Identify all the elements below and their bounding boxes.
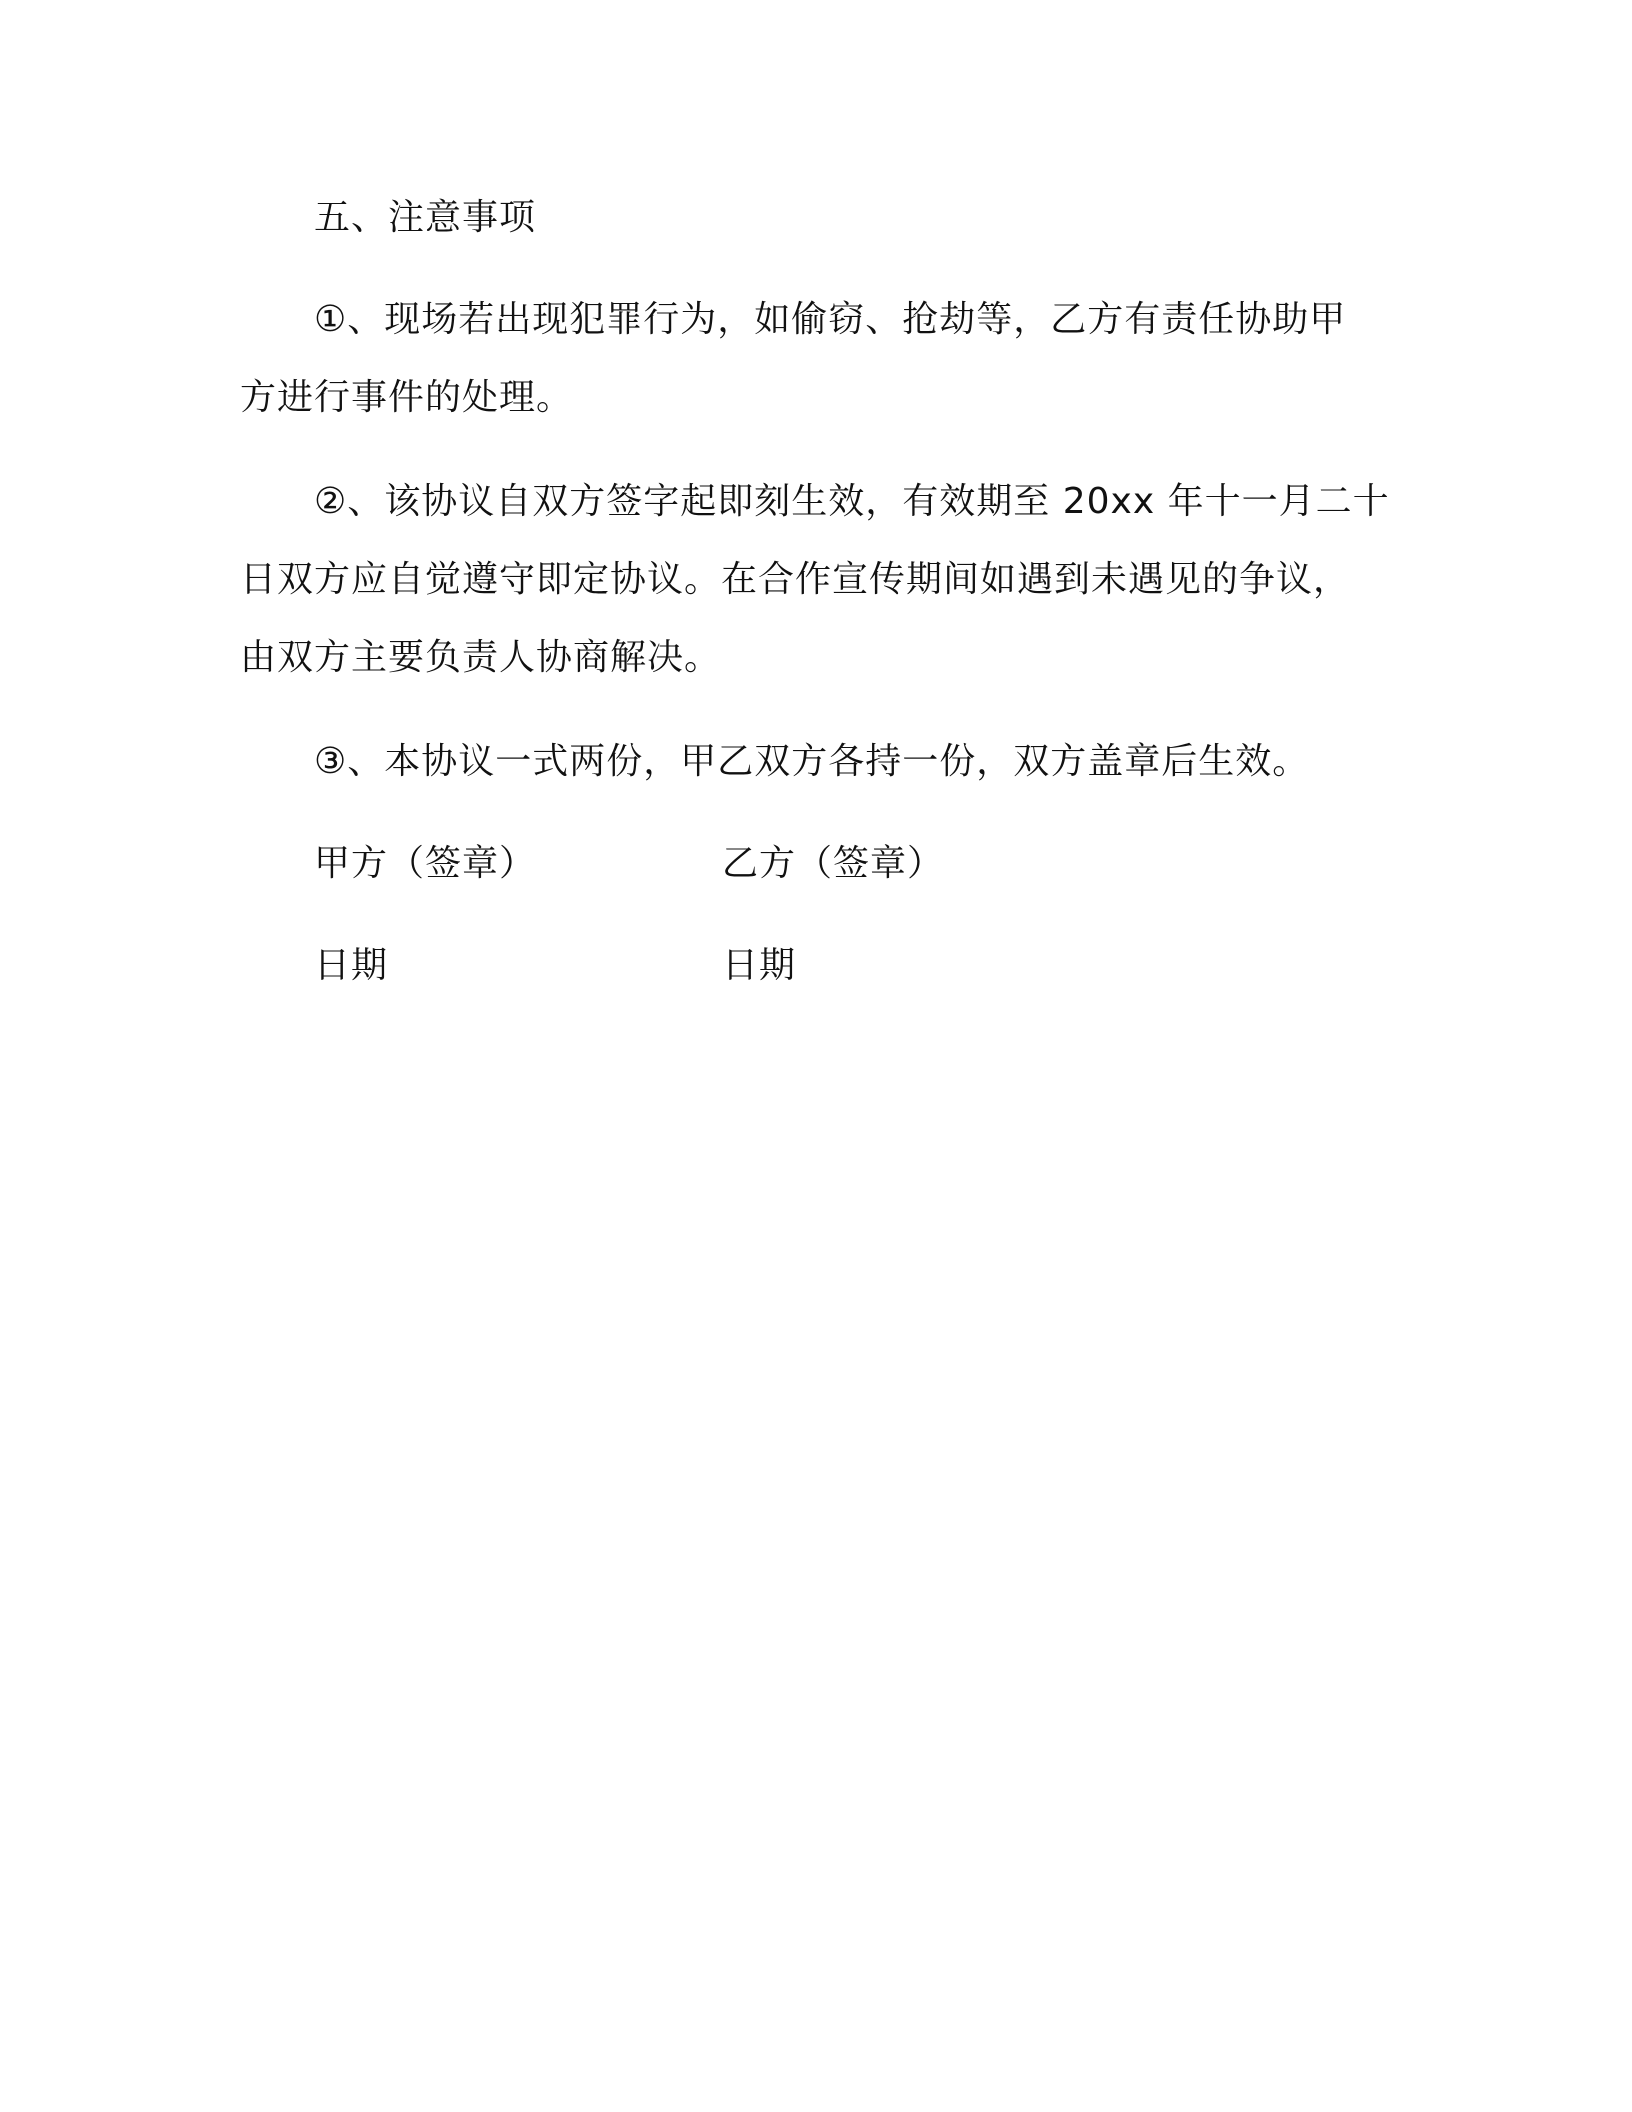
item-1-line-1: ①、现场若出现犯罪行为，如偷窃、抢劫等，乙方有责任协助甲 [314, 299, 1347, 340]
party-b-date-label: 日期 [722, 945, 797, 986]
party-a-date-label: 日期 [314, 945, 389, 986]
item-2-line-3: 由双方主要负责人协商解决。 [240, 637, 722, 678]
party-b-signature-label: 乙方（签章） [722, 843, 945, 884]
item-1-line-2: 方进行事件的处理。 [240, 377, 574, 418]
item-2-line-2: 日双方应自觉遵守即定协议。在合作宣传期间如遇到未遇见的争议， [240, 559, 1351, 600]
party-a-signature-label: 甲方（签章） [314, 843, 537, 884]
item-2-line-1: ②、该协议自双方签字起即刻生效，有效期至 20xx 年十一月二十 [314, 481, 1390, 522]
item-3-line-1: ③、本协议一式两份，甲乙双方各持一份，双方盖章后生效。 [314, 741, 1310, 782]
section-heading: 五、注意事项 [314, 197, 537, 238]
